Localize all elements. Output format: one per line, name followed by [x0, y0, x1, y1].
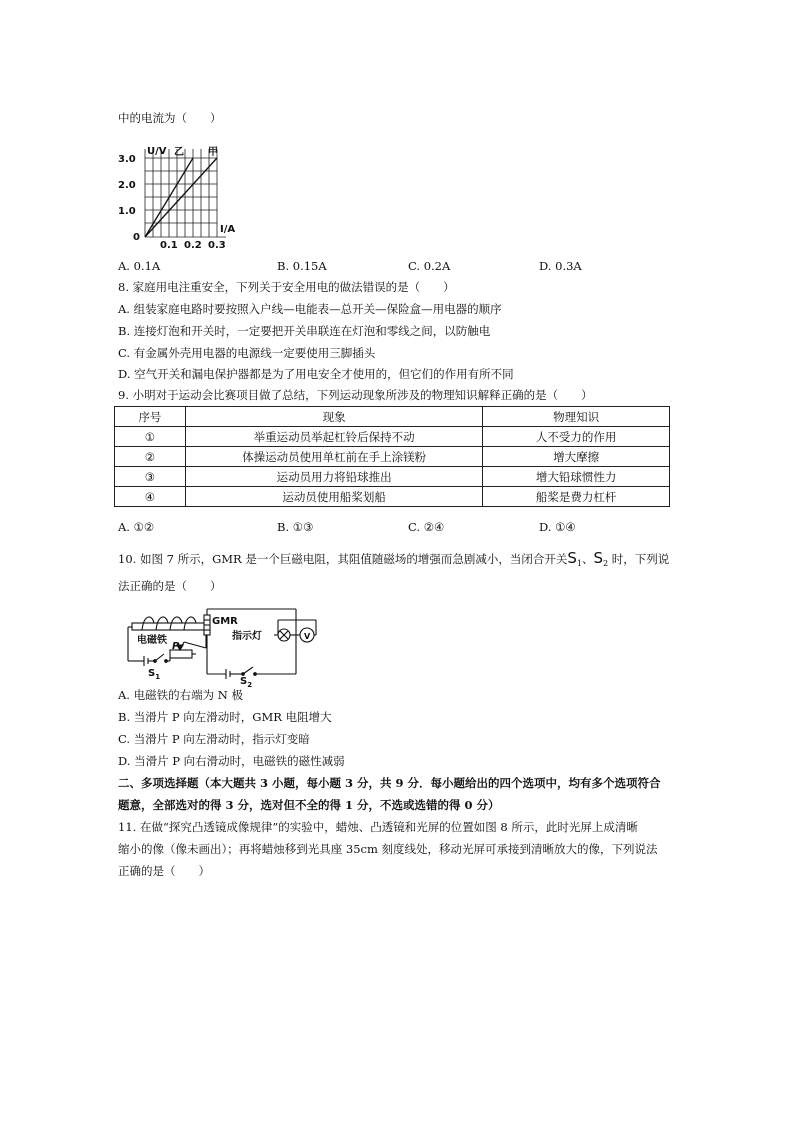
table-header-cell: 物理知识: [483, 407, 670, 427]
label-gmr: GMR: [212, 616, 238, 627]
switch-s1-subscript: 1: [576, 559, 582, 568]
label-voltmeter: V: [304, 632, 311, 641]
switch-1-subscript: 1: [155, 673, 161, 681]
graph-line-jia: [145, 158, 217, 237]
q8-option-a: A. 组装家庭电路时要按照入户线—电能表—总开关—保险盒—用电器的顺序: [118, 302, 502, 316]
table-cell: ③: [115, 467, 186, 487]
graph-x-label: I/A: [220, 224, 236, 235]
q9-option-b: B. ①③: [277, 520, 314, 534]
graph-line-yi-label: 乙: [174, 147, 184, 158]
graph-y-tick-2: 2.0: [118, 180, 136, 191]
q10-option-c: C. 当滑片 P 向左滑动时，指示灯变暗: [118, 732, 310, 746]
switch-2-letter: S: [240, 676, 248, 687]
table-header-cell: 序号: [115, 407, 186, 427]
q10-separator: 、: [581, 552, 594, 566]
label-electromagnet: 电磁铁: [137, 635, 167, 646]
q10-option-a: A. 电磁铁的右端为 N 极: [118, 688, 243, 702]
table-cell: 增大摩擦: [483, 447, 670, 467]
table-header-row: [115, 407, 670, 427]
q9-option-a: A. ①②: [118, 520, 155, 534]
label-slider-p: P: [172, 641, 180, 652]
graph-x-tick-3: 0.3: [208, 240, 226, 251]
table-row: [115, 447, 670, 467]
q9-option-c: C. ②④: [408, 520, 445, 534]
q8-option-d: D. 空气开关和漏电保护器都是为了用电安全才使用的，但它们的作用有所不同: [118, 367, 514, 381]
graph-x-tick-2: 0.2: [184, 240, 202, 251]
q9-stem: 9. 小明对于运动会比赛项目做了总结，下列运动现象所涉及的物理知识解释正确的是（ ）: [118, 388, 593, 402]
q11-stem-line1: 11. 在做“探究凸透镜成像规律”的实验中，蜡烛、凸透镜和光屏的位置如图 8 所示，此时光屏上成清晰: [118, 820, 638, 834]
table-cell: 运动员用力将铅球推出: [185, 467, 482, 487]
table-cell: 船桨是费力杠杆: [483, 487, 670, 507]
table-header-cell: 现象: [185, 407, 482, 427]
q10-circuit-figure: [124, 606, 320, 689]
switch-2-subscript: 2: [247, 681, 253, 689]
q8-stem: 8. 家庭用电注重安全，下列关于安全用电的做法错误的是（ ）: [118, 280, 455, 294]
table-cell: ④: [115, 487, 186, 507]
switch-s2-subscript: 2: [603, 559, 609, 568]
q10-option-b: B. 当滑片 P 向左滑动时，GMR 电阻增大: [118, 710, 332, 724]
table-cell: ①: [115, 427, 186, 447]
q7-ui-graph: [116, 140, 246, 251]
q7-option-c: C. 0.2A: [408, 259, 451, 273]
label-switch-1: [148, 668, 160, 681]
q10-stem-part1: 10. 如图 7 所示，GMR 是一个巨磁电阻，其阻值随磁场的增强而急剧减小，当闭合开关: [118, 552, 568, 566]
q10-option-d: D. 当滑片 P 向右滑动时，电磁铁的磁性减弱: [118, 754, 345, 768]
q11-stem-line3: 正确的是（ ）: [118, 864, 210, 878]
q10-stem-line1: [118, 548, 669, 574]
section2-heading-line1: 二、多项选择题（本大题共 3 小题，每小题 3 分，共 9 分．每小题给出的四个选项中，均有多个选项符合: [118, 776, 661, 790]
table-row: [115, 467, 670, 487]
section2-heading-line2: 题意，全部选对的得 3 分，选对但不全的得 1 分，不选或选错的得 0 分）: [118, 798, 500, 812]
table-cell: 人不受力的作用: [483, 427, 670, 447]
graph-x-tick-1: 0.1: [160, 240, 178, 251]
table-cell: 体操运动员使用单杠前在手上涂镁粉: [185, 447, 482, 467]
switch-s1-symbol: S: [567, 549, 577, 567]
q10-stem-part2: 时，下列说: [608, 552, 670, 566]
table-cell: 举重运动员举起杠铃后保持不动: [185, 427, 482, 447]
table-cell: 运动员使用船桨划船: [185, 487, 482, 507]
q11-stem-line2: 缩小的像（像未画出）；再将蜡烛移到光具座 35cm 刻度线处，移动光屏可承接到清晰放大的像，下列说法: [118, 842, 658, 856]
table-cell: 增大铅球惯性力: [483, 467, 670, 487]
table-cell: ②: [115, 447, 186, 467]
q8-option-c: C. 有金属外壳用电器的电源线一定要使用三脚插头: [118, 346, 376, 360]
q7-option-a: A. 0.1A: [118, 259, 161, 273]
switch-1-letter: S: [148, 668, 156, 679]
q7-option-d: D. 0.3A: [539, 259, 582, 273]
switch-s2-symbol: S: [593, 549, 604, 567]
q9-table: [114, 406, 670, 507]
q10-stem-line2: 法正确的是（ ）: [118, 579, 222, 593]
label-indicator-lamp: 指示灯: [232, 631, 262, 642]
graph-line-jia-label: 甲: [208, 147, 218, 158]
table-row: [115, 427, 670, 447]
graph-y-label: U/V: [147, 146, 167, 157]
table-row: [115, 487, 670, 507]
q7-option-b: B. 0.15A: [277, 259, 327, 273]
graph-y-tick-1: 1.0: [118, 206, 136, 217]
graph-origin: 0: [133, 232, 140, 243]
q7-stem-tail: 中的电流为（ ）: [118, 111, 222, 125]
graph-y-tick-3: 3.0: [118, 154, 136, 165]
q8-option-b: B. 连接灯泡和开关时，一定要把开关串联连在灯泡和零线之间，以防触电: [118, 324, 491, 338]
q9-option-d: D. ①④: [539, 520, 576, 534]
